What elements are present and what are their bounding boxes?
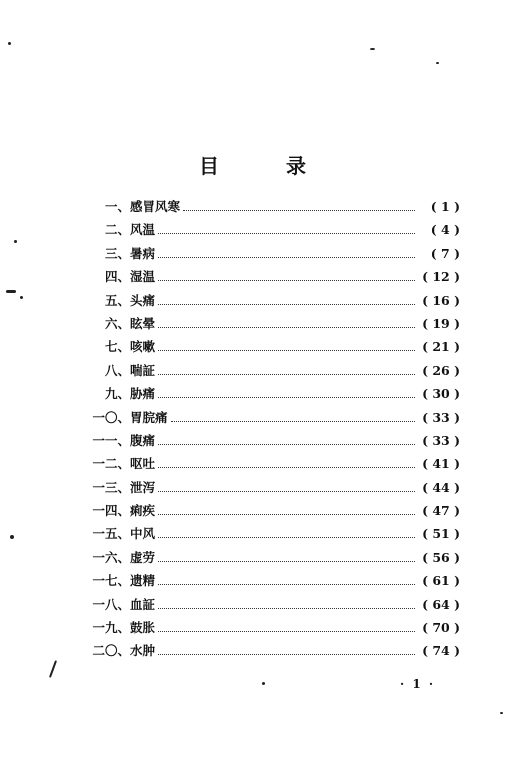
toc-entry-page: ( 4 ) xyxy=(430,222,460,238)
toc-entry-page: ( 44 ) xyxy=(422,479,460,495)
scan-speck xyxy=(262,682,265,685)
toc-entry xyxy=(80,618,460,641)
dot-leader xyxy=(158,608,415,609)
dot-leader xyxy=(158,374,415,375)
scan-speck xyxy=(49,660,57,678)
toc-entry xyxy=(80,431,460,454)
toc-entry-title: 痢疾 xyxy=(130,503,156,519)
toc-entry-number: 八、 xyxy=(104,362,130,378)
toc-entry-page: ( 33 ) xyxy=(422,409,460,425)
toc-entry xyxy=(80,267,460,290)
toc-entry-title: 胃脘痛 xyxy=(130,409,168,425)
toc-entry-number: 一九、 xyxy=(92,620,130,636)
toc-entry-title: 湿温 xyxy=(130,269,156,285)
toc-entry-title: 头痛 xyxy=(130,292,156,308)
toc-entry-page: ( 47 ) xyxy=(422,503,460,519)
dot-leader xyxy=(158,233,415,234)
dot-leader xyxy=(158,561,415,562)
toc-entry-number: 七、 xyxy=(104,339,130,355)
toc-entry xyxy=(80,571,460,594)
toc-entry-number: 六、 xyxy=(104,315,130,331)
toc-entry-number: 一、 xyxy=(104,199,130,214)
toc-entry-number: 一〇、 xyxy=(92,409,130,425)
toc-entry-title: 喘証 xyxy=(130,362,156,378)
toc-entry-title: 中风 xyxy=(130,526,156,542)
toc-entry-page: ( 64 ) xyxy=(422,596,460,612)
toc-entry xyxy=(80,524,460,547)
dot-leader xyxy=(158,280,415,281)
toc-entry-number: 一三、 xyxy=(92,479,130,495)
toc-entry-page: ( 21 ) xyxy=(422,339,460,355)
toc-entry-page: ( 30 ) xyxy=(422,386,460,402)
toc-entry xyxy=(80,408,460,431)
toc-entry-number: 一七、 xyxy=(92,573,130,589)
toc-entry-page: ( 26 ) xyxy=(422,362,460,378)
dot-leader xyxy=(158,350,415,351)
toc-entry xyxy=(80,291,460,314)
scan-speck xyxy=(20,296,23,299)
toc-entry-number: 二〇、 xyxy=(92,643,130,659)
toc-entry-title: 感冒风寒 xyxy=(130,199,181,214)
dot-leader xyxy=(183,210,415,211)
toc-entry-number: 一六、 xyxy=(92,549,130,565)
toc-entry-title: 暑病 xyxy=(130,245,156,261)
dot-leader xyxy=(158,397,415,398)
page-number: · 1 · xyxy=(400,677,436,691)
toc-entry xyxy=(80,641,460,664)
toc-entry-number: 一一、 xyxy=(92,432,130,448)
table-of-contents xyxy=(80,197,460,665)
dot-leader xyxy=(158,444,415,445)
toc-entry-page: ( 12 ) xyxy=(422,269,460,285)
toc-entry-page: ( 33 ) xyxy=(422,432,460,448)
toc-entry-number: 一四、 xyxy=(92,503,130,519)
toc-entry-title: 风温 xyxy=(130,222,156,238)
scan-speck xyxy=(14,240,17,243)
toc-entry xyxy=(80,244,460,267)
toc-entry-title: 血証 xyxy=(130,596,156,612)
toc-entry xyxy=(80,361,460,384)
toc-entry xyxy=(80,501,460,524)
dot-leader xyxy=(158,257,415,258)
toc-entry-page: ( 19 ) xyxy=(422,315,460,331)
scan-speck xyxy=(436,62,439,64)
scan-speck xyxy=(6,290,16,293)
toc-entry-page: ( 7 ) xyxy=(430,245,460,261)
toc-entry xyxy=(80,595,460,618)
scan-speck xyxy=(8,42,11,45)
toc-entry xyxy=(80,197,460,220)
toc-entry xyxy=(80,220,460,243)
dot-leader xyxy=(158,584,415,585)
toc-entry xyxy=(80,454,460,477)
dot-leader xyxy=(158,631,415,632)
toc-entry-page: ( 41 ) xyxy=(422,456,460,472)
toc-entry-page: ( 56 ) xyxy=(422,549,460,565)
scan-speck xyxy=(370,48,375,50)
toc-entry-title: 遗精 xyxy=(130,573,156,589)
dot-leader xyxy=(171,421,415,422)
dot-leader xyxy=(158,304,415,305)
toc-entry-number: 三、 xyxy=(104,245,130,261)
toc-entry-page: ( 1 ) xyxy=(430,199,460,214)
toc-entry-page: ( 61 ) xyxy=(422,573,460,589)
scan-speck xyxy=(10,535,14,539)
toc-entry-page: ( 51 ) xyxy=(422,526,460,542)
toc-entry-page: ( 16 ) xyxy=(422,292,460,308)
toc-entry xyxy=(80,548,460,571)
dot-leader xyxy=(158,654,415,655)
toc-entry-number: 四、 xyxy=(104,269,130,285)
toc-entry-number: 九、 xyxy=(104,386,130,402)
dot-leader xyxy=(158,537,415,538)
toc-entry xyxy=(80,337,460,360)
toc-entry-number: 一二、 xyxy=(92,456,130,472)
dot-leader xyxy=(158,467,415,468)
toc-entry xyxy=(80,478,460,501)
page-title: 目 录 xyxy=(199,154,336,178)
toc-entry-title: 呕吐 xyxy=(130,456,156,472)
toc-entry-number: 五、 xyxy=(104,292,130,308)
toc-entry-title: 胁痛 xyxy=(130,386,156,402)
toc-entry-title: 咳嗽 xyxy=(130,339,156,355)
dot-leader xyxy=(158,514,415,515)
toc-entry-title: 眩晕 xyxy=(130,315,156,331)
toc-entry-title: 泄泻 xyxy=(130,479,156,495)
dot-leader xyxy=(158,491,415,492)
toc-entry xyxy=(80,384,460,407)
dot-leader xyxy=(158,327,415,328)
toc-entry-title: 虚劳 xyxy=(130,549,156,565)
scan-speck xyxy=(500,712,503,714)
toc-entry-number: 二、 xyxy=(104,222,130,238)
toc-entry-number: 一五、 xyxy=(92,526,130,542)
toc-entry xyxy=(80,314,460,337)
toc-entry-page: ( 70 ) xyxy=(422,620,460,636)
toc-entry-title: 鼓胀 xyxy=(130,620,156,636)
toc-entry-title: 腹痛 xyxy=(130,432,156,448)
toc-entry-title: 水肿 xyxy=(130,643,156,659)
toc-entry-number: 一八、 xyxy=(92,596,130,612)
toc-entry-page: ( 74 ) xyxy=(422,643,460,659)
